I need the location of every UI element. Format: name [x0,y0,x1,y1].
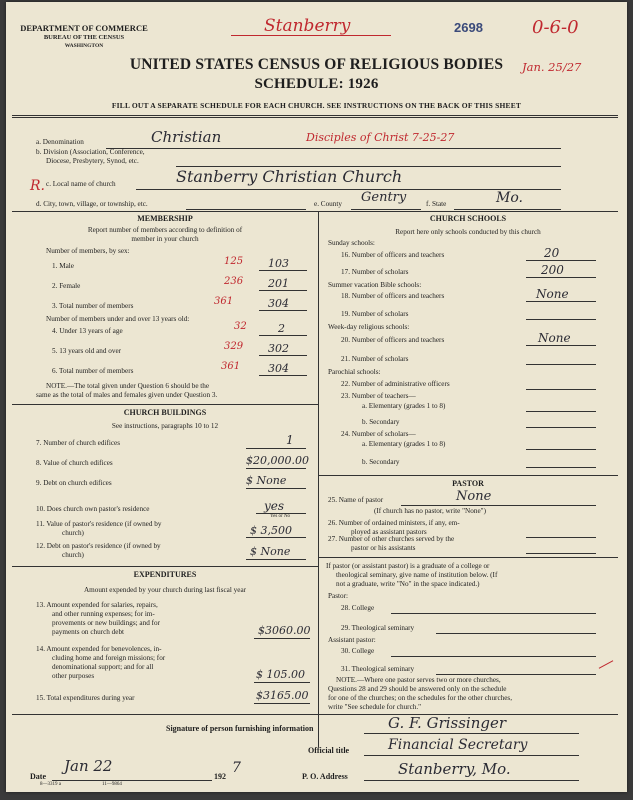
po-address-value: Stanberry, Mo. [398,760,511,778]
division-label-2: Diocese, Presbytery, Synod, etc. [46,157,139,165]
form-code: 8—3319 a [40,782,61,787]
under-over-label: Number of members under and over 13 years old: [46,315,190,323]
assistant-pastor-label: Assistant pastor: [328,636,376,644]
q2-line [259,290,307,291]
membership-intro-1: Report number of members according to definition of [87,226,243,234]
form-code-2: 11—9864 [102,782,122,787]
expenditures-subheading: Amount expended by your church during last fiscal year [83,586,247,594]
q26-line [526,537,596,538]
q17-value: 200 [541,263,564,277]
buildings-heading: CHURCH BUILDINGS [123,408,207,417]
q30-line [391,656,596,657]
pastor-rule [318,557,618,558]
q8-label: 8. Value of church edifices [36,459,113,467]
q10-value: yes [264,499,285,513]
q13-label-3: provements or new buildings; and for [52,619,160,627]
q15-label: 15. Total expenditures during year [36,694,135,702]
q1-label: 1. Male [52,262,74,270]
census-schedule-sheet [6,2,627,792]
q6-line [259,375,307,376]
q23a-label: a. Elementary (grades 1 to 8) [362,402,446,410]
q16-value: 20 [544,246,560,260]
graduate-note-3: not a graduate, write "No" in the space indicated.) [336,580,480,588]
header-rule-2 [12,117,618,118]
schools-heading: CHURCH SCHOOLS [429,214,507,223]
q17-line [526,277,596,278]
weekday-schools-label: Week-day religious schools: [328,323,410,331]
q20-line [526,345,596,346]
q14-label-4: other purposes [52,672,95,680]
q27-label-2: pastor or his assistants [351,544,416,552]
red-underline [231,35,391,36]
official-title-label: Official title [308,746,350,755]
header-rule [12,115,618,116]
q1-value: 103 [268,257,289,270]
date-label: Date [30,772,46,781]
q1-line [259,270,307,271]
division-label: b. Division (Association, Conference, [36,148,145,156]
bureau-name: BUREAU OF THE CENSUS [43,34,125,41]
q4-label: 4. Under 13 years of age [52,327,123,335]
q21-line [526,364,596,365]
q5-label: 5. 13 years old and over [52,347,122,355]
q12-label-2: church) [62,551,84,559]
signature-line [364,733,579,734]
q11-value: $ 3,500 [250,524,292,537]
q23b-label: b. Secondary [362,418,400,426]
q11-label-2: church) [62,529,84,537]
q4-line [259,335,307,336]
q23-label: 23. Number of teachers— [341,392,416,400]
q24b-label: b. Secondary [362,458,400,466]
handwritten-church-name: Stanberry [264,16,351,36]
q12-line [246,559,306,560]
q20-label: 20. Number of officers and teachers [341,336,445,344]
membership-note-2: same as the total of males and females given under Question 3. [36,391,218,399]
q15-line [254,703,310,704]
q11-label: 11. Value of pastor's residence (if owned by [36,520,162,528]
vacation-schools-label: Summer vacation Bible schools: [328,281,422,289]
q5-value: 302 [268,342,289,355]
q9-line [246,488,306,489]
city-name: WASHINGTON [64,43,104,49]
q11-line [246,537,306,538]
q29-label: 29. Theological seminary [341,624,415,632]
state-line [454,209,561,210]
q4-red: 32 [234,321,247,332]
q27-line [526,553,596,554]
q3-line [259,310,307,311]
q14-label: 14. Amount expended for benevolences, in- [36,645,162,653]
q16-label: 16. Number of officers and teachers [341,251,445,259]
membership-rule [12,404,318,405]
denomination-line [106,148,561,149]
handwritten-date: Jan. 25/27 [522,60,582,74]
q31-line [436,674,596,675]
q6-label: 6. Total number of members [52,367,134,375]
q6-red: 361 [221,361,241,372]
q5-line [259,355,307,356]
local-name-value: Stanberry Christian Church [176,167,403,186]
q9-value: $ None [246,474,287,487]
schools-rule [318,475,618,476]
q10-hint: Yes or No [270,514,291,519]
po-address-line [364,780,579,781]
q23b-line [526,427,596,428]
q30-label: 30. College [341,647,375,655]
denomination-label: a. Denomination [36,138,84,146]
q13-label-2: and other running expenses; for im- [52,610,155,618]
denomination-value: Christian [151,128,222,146]
q13-label-4: payments on church debt [52,628,125,636]
signature-label: Signature of person furnishing information [166,724,314,733]
date-value: Jan 22 [64,757,113,775]
q2-red: 236 [224,276,244,287]
buildings-subheading: See instructions, paragraphs 10 to 12 [111,422,219,430]
q3-red: 361 [214,296,234,307]
city-line [186,209,306,210]
state-value: Mo. [496,190,523,206]
schools-intro: Report here only schools conducted by this church [395,228,541,236]
form-title: UNITED STATES CENSUS OF RELIGIOUS BODIES [129,56,504,73]
q24a-label: a. Elementary (grades 1 to 8) [362,440,446,448]
state-label: f. State [426,200,447,208]
pastor-note-2: Questions 28 and 29 should be answered only on the schedule [328,685,507,693]
red-check-mark [599,660,614,668]
pastor-heading: PASTOR [452,479,484,488]
q26-label-2: ployed as assistant pastors [351,528,427,536]
q13-value: $3060.00 [258,624,311,637]
county-value: Gentry [361,190,407,205]
q7-value: 1 [286,433,294,447]
q8-line [246,468,306,469]
q4-value: 2 [278,322,285,335]
membership-note-1: NOTE.—The total given under Question 6 should be the [46,382,210,390]
department-name: DEPARTMENT OF COMMERCE [20,23,148,33]
pastor-note-1: NOTE.—Where one pastor serves two or more churches, [336,676,501,684]
schedule-title: SCHEDULE: 1926 [254,76,379,92]
q3-label: 3. Total number of members [52,302,134,310]
membership-heading: MEMBERSHIP [137,214,193,223]
q13-label: 13. Amount expended for salaries, repairs, [36,601,158,609]
pastor-sub-label: Pastor: [328,592,348,600]
expenditures-heading: EXPENDITURES [133,570,197,579]
pastor-note-4: write "See schedule for church." [328,703,422,711]
graduate-note-1: If pastor (or assistant pastor) is a graduate of a college or [326,562,490,570]
date-line [52,780,212,781]
q12-value: $ None [250,545,291,558]
q8-value: $20,000.00 [246,454,309,467]
stamp-number: 2698 [454,20,483,35]
q6-value: 304 [268,362,289,375]
q3-value: 304 [268,297,289,310]
q10-label: 10. Does church own pastor's residence [36,505,150,513]
official-title-value: Financial Secretary [388,737,528,753]
pastor-note-3: for one of the churches; on the schedules for the other churches, [328,694,513,702]
q21-label: 21. Number of scholars [341,355,409,363]
by-sex-label: Number of members, by sex: [46,247,130,255]
signature-value: G. F. Grissinger [388,714,507,732]
q15-value: $3165.00 [256,689,309,702]
q25-value: None [456,489,492,504]
q18-label: 18. Number of officers and teachers [341,292,445,300]
q9-label: 9. Debt on church edifices [36,479,112,487]
q1-red: 125 [224,256,244,267]
q14-line [254,682,310,683]
q31-label: 31. Theological seminary [341,665,415,673]
local-name-label: c. Local name of church [46,180,116,188]
q14-value: $ 105.00 [256,668,305,681]
q23a-line [526,411,596,412]
q25-line [401,505,596,506]
section-rule-top [12,211,618,212]
q19-label: 19. Number of scholars [341,310,409,318]
sunday-schools-label: Sunday schools: [328,239,375,247]
q16-line [526,260,596,261]
q5-red: 329 [224,341,244,352]
department-block [14,24,154,51]
q28-line [391,613,596,614]
q24b-line [526,467,596,468]
q25-label: 25. Name of pastor [328,496,384,504]
membership-intro-2: member in your church [131,235,199,243]
margin-mark: R. [30,178,45,194]
official-title-line [364,755,579,756]
q14-label-3: denominational support; and for all [52,663,154,671]
q26-label: 26. Number of ordained ministers, if any, em- [328,519,460,527]
q17-label: 17. Number of scholars [341,268,409,276]
buildings-rule [12,566,318,567]
footer-rule [12,714,618,715]
q12-label: 12. Debt on pastor's residence (if owned by [36,542,161,550]
q19-line [526,319,596,320]
year-prefix: 192 [214,772,226,781]
county-label: e. County [314,200,342,208]
handwritten-code: 0-6-0 [532,17,579,38]
q27-label: 27. Number of other churches served by the [328,535,455,543]
q7-line [246,448,306,449]
q25-hint: (If church has no pastor, write "None") [374,507,486,515]
q18-value: None [536,287,569,301]
q14-label-2: cluding home and foreign missions; for [52,654,166,662]
q18-line [526,301,596,302]
denomination-note: Disciples of Christ 7-25-27 [306,131,455,144]
county-line [351,209,421,210]
parochial-schools-label: Parochial schools: [328,368,381,376]
q13-line [254,638,310,639]
q29-line [436,633,596,634]
general-instruction: FILL OUT A SEPARATE SCHEDULE FOR EACH CHURCH. SEE INSTRUCTIONS ON THE BACK OF THIS SHEET [111,101,522,110]
q28-label: 28. College [341,604,375,612]
q7-label: 7. Number of church edifices [36,439,121,447]
po-address-label: P. O. Address [302,772,348,781]
q2-value: 201 [268,277,289,290]
q20-value: None [538,331,571,345]
q24a-line [526,449,596,450]
q2-label: 2. Female [52,282,81,290]
q24-label: 24. Number of scholars— [341,430,416,438]
q22-line [526,389,596,390]
city-label: d. City, town, village, or township, etc. [36,200,148,208]
graduate-note-2: theological seminary, give name of institution below. (If [336,571,498,579]
q22-label: 22. Number of administrative officers [341,380,450,388]
year-digit: 7 [232,760,241,776]
